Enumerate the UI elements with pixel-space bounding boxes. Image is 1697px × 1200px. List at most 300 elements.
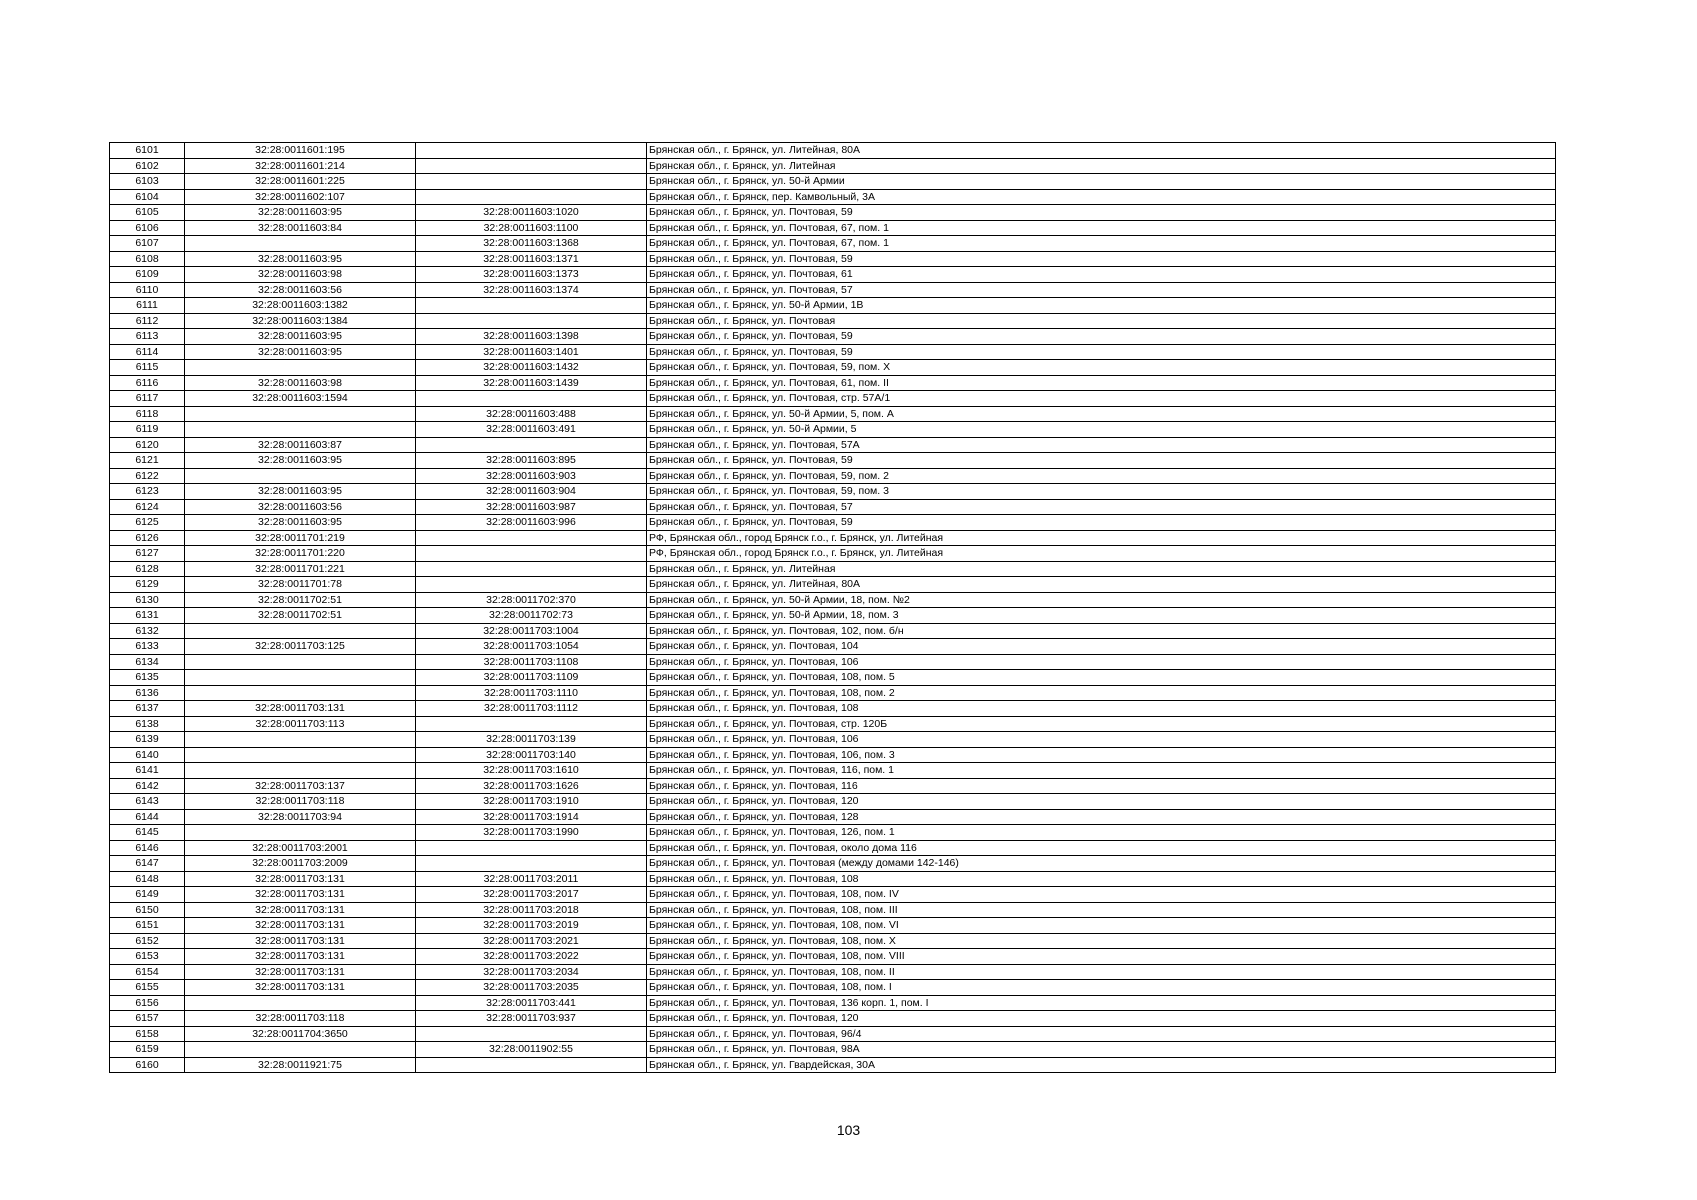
related-cadastral-number-cell: 32:28:0011603:1100 xyxy=(416,220,647,236)
row-number-cell: 6157 xyxy=(110,1011,185,1027)
related-cadastral-number-cell xyxy=(416,546,647,562)
address-cell: Брянская обл., г. Брянск, ул. Литейная xyxy=(647,561,1556,577)
address-cell: Брянская обл., г. Брянск, ул. Почтовая, 59 xyxy=(647,515,1556,531)
cadastral-number-cell: 32:28:0011603:56 xyxy=(185,499,416,515)
row-number-cell: 6149 xyxy=(110,887,185,903)
related-cadastral-number-cell xyxy=(416,143,647,159)
related-cadastral-number-cell xyxy=(416,437,647,453)
table-row xyxy=(110,205,1556,221)
cadastral-number-cell xyxy=(185,825,416,841)
related-cadastral-number-cell: 32:28:0011703:937 xyxy=(416,1011,647,1027)
address-cell: Брянская обл., г. Брянск, ул. Литейная, 80А xyxy=(647,143,1556,159)
row-number-cell: 6150 xyxy=(110,902,185,918)
table-row xyxy=(110,499,1556,515)
row-number-cell: 6133 xyxy=(110,639,185,655)
cadastral-number-cell: 32:28:0011702:51 xyxy=(185,608,416,624)
table-row xyxy=(110,406,1556,422)
address-cell: Брянская обл., г. Брянск, ул. Почтовая, 96/4 xyxy=(647,1026,1556,1042)
cadastral-number-cell: 32:28:0011603:95 xyxy=(185,344,416,360)
related-cadastral-number-cell xyxy=(416,716,647,732)
address-cell: Брянская обл., г. Брянск, ул. Почтовая, 108, пом. IV xyxy=(647,887,1556,903)
address-cell: Брянская обл., г. Брянск, ул. Почтовая, 108, пом. 5 xyxy=(647,670,1556,686)
table-row xyxy=(110,763,1556,779)
related-cadastral-number-cell: 32:28:0011703:1990 xyxy=(416,825,647,841)
table-row xyxy=(110,546,1556,562)
related-cadastral-number-cell xyxy=(416,561,647,577)
row-number-cell: 6154 xyxy=(110,964,185,980)
row-number-cell: 6124 xyxy=(110,499,185,515)
row-number-cell: 6138 xyxy=(110,716,185,732)
related-cadastral-number-cell xyxy=(416,174,647,190)
cadastral-number-cell: 32:28:0011703:131 xyxy=(185,918,416,934)
table-row xyxy=(110,360,1556,376)
row-number-cell: 6146 xyxy=(110,840,185,856)
related-cadastral-number-cell: 32:28:0011703:2022 xyxy=(416,949,647,965)
table-row xyxy=(110,1011,1556,1027)
table-row xyxy=(110,437,1556,453)
cadastral-number-cell xyxy=(185,732,416,748)
cadastral-number-cell xyxy=(185,763,416,779)
table-row xyxy=(110,220,1556,236)
table-row xyxy=(110,1042,1556,1058)
cadastral-number-cell xyxy=(185,995,416,1011)
address-cell: Брянская обл., г. Брянск, ул. 50-й Армии, 1В xyxy=(647,298,1556,314)
table-row xyxy=(110,902,1556,918)
row-number-cell: 6102 xyxy=(110,158,185,174)
cadastral-number-cell: 32:28:0011603:95 xyxy=(185,515,416,531)
cadastral-number-cell: 32:28:0011603:1384 xyxy=(185,313,416,329)
cadastral-number-cell: 32:28:0011603:56 xyxy=(185,282,416,298)
table-row xyxy=(110,716,1556,732)
address-cell: Брянская обл., г. Брянск, ул. Почтовая, 59, пом. Х xyxy=(647,360,1556,376)
address-cell: Брянская обл., г. Брянск, ул. Почтовая, 59 xyxy=(647,251,1556,267)
row-number-cell: 6117 xyxy=(110,391,185,407)
row-number-cell: 6147 xyxy=(110,856,185,872)
address-cell: Брянская обл., г. Брянск, ул. Почтовая, стр. 57А/1 xyxy=(647,391,1556,407)
table-row xyxy=(110,995,1556,1011)
related-cadastral-number-cell xyxy=(416,1026,647,1042)
row-number-cell: 6131 xyxy=(110,608,185,624)
related-cadastral-number-cell: 32:28:0011703:2017 xyxy=(416,887,647,903)
cadastral-number-cell: 32:28:0011703:125 xyxy=(185,639,416,655)
table-row xyxy=(110,794,1556,810)
cadastral-number-cell: 32:28:0011602:107 xyxy=(185,189,416,205)
row-number-cell: 6110 xyxy=(110,282,185,298)
cadastral-number-cell: 32:28:0011603:95 xyxy=(185,484,416,500)
table-row xyxy=(110,251,1556,267)
cadastral-number-cell: 32:28:0011703:131 xyxy=(185,887,416,903)
address-cell: Брянская обл., г. Брянск, ул. Почтовая, 136 корп. 1, пом. I xyxy=(647,995,1556,1011)
cadastral-number-cell xyxy=(185,468,416,484)
address-cell: Брянская обл., г. Брянск, ул. 50-й Армии, 5 xyxy=(647,422,1556,438)
row-number-cell: 6122 xyxy=(110,468,185,484)
table-row xyxy=(110,453,1556,469)
related-cadastral-number-cell: 32:28:0011703:2034 xyxy=(416,964,647,980)
address-cell: Брянская обл., г. Брянск, ул. Почтовая, стр. 120Б xyxy=(647,716,1556,732)
page-number: 103 xyxy=(836,1122,861,1138)
related-cadastral-number-cell: 32:28:0011703:2019 xyxy=(416,918,647,934)
related-cadastral-number-cell: 32:28:0011703:140 xyxy=(416,747,647,763)
address-cell: Брянская обл., г. Брянск, ул. Литейная, 80А xyxy=(647,577,1556,593)
row-number-cell: 6158 xyxy=(110,1026,185,1042)
related-cadastral-number-cell: 32:28:0011603:903 xyxy=(416,468,647,484)
table-row xyxy=(110,468,1556,484)
address-cell: Брянская обл., г. Брянск, ул. Почтовая, 106 xyxy=(647,732,1556,748)
cadastral-number-cell xyxy=(185,236,416,252)
row-number-cell: 6103 xyxy=(110,174,185,190)
row-number-cell: 6159 xyxy=(110,1042,185,1058)
cadastral-number-cell: 32:28:0011702:51 xyxy=(185,592,416,608)
table-row xyxy=(110,654,1556,670)
cadastral-number-cell: 32:28:0011701:78 xyxy=(185,577,416,593)
table-row xyxy=(110,282,1556,298)
address-cell: Брянская обл., г. Брянск, ул. Почтовая, 108, пом. III xyxy=(647,902,1556,918)
cadastral-number-cell: 32:28:0011703:137 xyxy=(185,778,416,794)
registry-table xyxy=(109,142,1556,1073)
address-cell: Брянская обл., г. Брянск, ул. Почтовая, 108, пом. 2 xyxy=(647,685,1556,701)
cadastral-number-cell: 32:28:0011603:98 xyxy=(185,375,416,391)
cadastral-number-cell: 32:28:0011703:131 xyxy=(185,964,416,980)
cadastral-number-cell xyxy=(185,1042,416,1058)
related-cadastral-number-cell xyxy=(416,840,647,856)
address-cell: Брянская обл., г. Брянск, ул. Почтовая, 59 xyxy=(647,344,1556,360)
related-cadastral-number-cell xyxy=(416,856,647,872)
row-number-cell: 6143 xyxy=(110,794,185,810)
table-row xyxy=(110,313,1556,329)
table-row xyxy=(110,701,1556,717)
row-number-cell: 6115 xyxy=(110,360,185,376)
address-cell: Брянская обл., г. Брянск, ул. Почтовая, 59 xyxy=(647,453,1556,469)
cadastral-number-cell: 32:28:0011603:1382 xyxy=(185,298,416,314)
related-cadastral-number-cell: 32:28:0011603:1439 xyxy=(416,375,647,391)
cadastral-number-cell: 32:28:0011603:95 xyxy=(185,251,416,267)
cadastral-number-cell: 32:28:0011603:95 xyxy=(185,453,416,469)
row-number-cell: 6135 xyxy=(110,670,185,686)
row-number-cell: 6126 xyxy=(110,530,185,546)
row-number-cell: 6116 xyxy=(110,375,185,391)
row-number-cell: 6153 xyxy=(110,949,185,965)
table-row xyxy=(110,964,1556,980)
cadastral-number-cell xyxy=(185,623,416,639)
related-cadastral-number-cell: 32:28:0011703:441 xyxy=(416,995,647,1011)
table-row xyxy=(110,747,1556,763)
related-cadastral-number-cell xyxy=(416,189,647,205)
cadastral-number-cell: 32:28:0011603:84 xyxy=(185,220,416,236)
address-cell: Брянская обл., г. Брянск, ул. Почтовая, 61, пом. II xyxy=(647,375,1556,391)
row-number-cell: 6132 xyxy=(110,623,185,639)
address-cell: Брянская обл., г. Брянск, ул. Почтовая, 59 xyxy=(647,329,1556,345)
related-cadastral-number-cell: 32:28:0011603:1371 xyxy=(416,251,647,267)
table-row xyxy=(110,391,1556,407)
cadastral-number-cell: 32:28:0011701:221 xyxy=(185,561,416,577)
row-number-cell: 6109 xyxy=(110,267,185,283)
row-number-cell: 6120 xyxy=(110,437,185,453)
row-number-cell: 6121 xyxy=(110,453,185,469)
row-number-cell: 6113 xyxy=(110,329,185,345)
cadastral-number-cell: 32:28:0011703:131 xyxy=(185,701,416,717)
row-number-cell: 6114 xyxy=(110,344,185,360)
row-number-cell: 6145 xyxy=(110,825,185,841)
address-cell: РФ, Брянская обл., город Брянск г.о., г. Брянск, ул. Литейная xyxy=(647,530,1556,546)
table-row xyxy=(110,871,1556,887)
address-cell: Брянская обл., г. Брянск, ул. Почтовая, 120 xyxy=(647,794,1556,810)
table-row xyxy=(110,143,1556,159)
address-cell: Брянская обл., г. Брянск, ул. Почтовая, 108, пом. VIII xyxy=(647,949,1556,965)
address-cell: Брянская обл., г. Брянск, ул. Почтовая, 120 xyxy=(647,1011,1556,1027)
table-row xyxy=(110,561,1556,577)
related-cadastral-number-cell: 32:28:0011703:1914 xyxy=(416,809,647,825)
related-cadastral-number-cell: 32:28:0011603:996 xyxy=(416,515,647,531)
address-cell: Брянская обл., г. Брянск, ул. Почтовая, 108, пом. VI xyxy=(647,918,1556,934)
address-cell: Брянская обл., г. Брянск, ул. Почтовая, 116, пом. 1 xyxy=(647,763,1556,779)
related-cadastral-number-cell: 32:28:0011703:1110 xyxy=(416,685,647,701)
address-cell: Брянская обл., г. Брянск, ул. Почтовая, 116 xyxy=(647,778,1556,794)
cadastral-number-cell: 32:28:0011701:219 xyxy=(185,530,416,546)
address-cell: Брянская обл., г. Брянск, ул. Почтовая, около дома 116 xyxy=(647,840,1556,856)
related-cadastral-number-cell: 32:28:0011703:2021 xyxy=(416,933,647,949)
related-cadastral-number-cell: 32:28:0011603:488 xyxy=(416,406,647,422)
related-cadastral-number-cell: 32:28:0011603:1401 xyxy=(416,344,647,360)
row-number-cell: 6140 xyxy=(110,747,185,763)
cadastral-number-cell: 32:28:0011601:225 xyxy=(185,174,416,190)
table-row xyxy=(110,530,1556,546)
related-cadastral-number-cell xyxy=(416,577,647,593)
address-cell: РФ, Брянская обл., город Брянск г.о., г. Брянск, ул. Литейная xyxy=(647,546,1556,562)
row-number-cell: 6101 xyxy=(110,143,185,159)
table-row xyxy=(110,189,1556,205)
related-cadastral-number-cell: 32:28:0011703:1626 xyxy=(416,778,647,794)
address-cell: Брянская обл., г. Брянск, ул. Почтовая, 61 xyxy=(647,267,1556,283)
cadastral-number-cell: 32:28:0011603:87 xyxy=(185,437,416,453)
table-row xyxy=(110,608,1556,624)
row-number-cell: 6144 xyxy=(110,809,185,825)
cadastral-number-cell: 32:28:0011703:131 xyxy=(185,949,416,965)
table-row xyxy=(110,329,1556,345)
related-cadastral-number-cell: 32:28:0011703:1004 xyxy=(416,623,647,639)
address-cell: Брянская обл., г. Брянск, ул. Гвардейская, 30А xyxy=(647,1057,1556,1073)
cadastral-number-cell: 32:28:0011703:131 xyxy=(185,902,416,918)
table-row xyxy=(110,809,1556,825)
cadastral-number-cell xyxy=(185,406,416,422)
cadastral-number-cell: 32:28:0011603:95 xyxy=(185,205,416,221)
registry-table-body xyxy=(110,143,1556,1073)
table-row xyxy=(110,515,1556,531)
cadastral-number-cell: 32:28:0011703:131 xyxy=(185,980,416,996)
related-cadastral-number-cell: 32:28:0011603:491 xyxy=(416,422,647,438)
table-row xyxy=(110,344,1556,360)
related-cadastral-number-cell xyxy=(416,298,647,314)
related-cadastral-number-cell xyxy=(416,1057,647,1073)
table-row xyxy=(110,623,1556,639)
related-cadastral-number-cell: 32:28:0011703:1910 xyxy=(416,794,647,810)
cadastral-number-cell xyxy=(185,685,416,701)
cadastral-number-cell xyxy=(185,654,416,670)
row-number-cell: 6118 xyxy=(110,406,185,422)
table-row xyxy=(110,298,1556,314)
table-row xyxy=(110,592,1556,608)
related-cadastral-number-cell: 32:28:0011703:1108 xyxy=(416,654,647,670)
table-row xyxy=(110,980,1556,996)
row-number-cell: 6119 xyxy=(110,422,185,438)
table-row xyxy=(110,732,1556,748)
related-cadastral-number-cell: 32:28:0011702:370 xyxy=(416,592,647,608)
table-row xyxy=(110,825,1556,841)
table-row xyxy=(110,422,1556,438)
table-row xyxy=(110,375,1556,391)
cadastral-number-cell: 32:28:0011703:113 xyxy=(185,716,416,732)
address-cell: Брянская обл., г. Брянск, пер. Камвольный, 3А xyxy=(647,189,1556,205)
table-row xyxy=(110,1026,1556,1042)
row-number-cell: 6127 xyxy=(110,546,185,562)
row-number-cell: 6125 xyxy=(110,515,185,531)
cadastral-number-cell xyxy=(185,422,416,438)
related-cadastral-number-cell: 32:28:0011703:1109 xyxy=(416,670,647,686)
cadastral-number-cell: 32:28:0011703:94 xyxy=(185,809,416,825)
address-cell: Брянская обл., г. Брянск, ул. Почтовая, 59, пом. 3 xyxy=(647,484,1556,500)
address-cell: Брянская обл., г. Брянск, ул. Почтовая, 108 xyxy=(647,701,1556,717)
address-cell: Брянская обл., г. Брянск, ул. Почтовая, 59 xyxy=(647,205,1556,221)
related-cadastral-number-cell: 32:28:0011603:1368 xyxy=(416,236,647,252)
row-number-cell: 6155 xyxy=(110,980,185,996)
cadastral-number-cell: 32:28:0011921:75 xyxy=(185,1057,416,1073)
row-number-cell: 6136 xyxy=(110,685,185,701)
registry-sheet xyxy=(109,142,1555,1073)
cadastral-number-cell xyxy=(185,747,416,763)
row-number-cell: 6139 xyxy=(110,732,185,748)
related-cadastral-number-cell: 32:28:0011603:1020 xyxy=(416,205,647,221)
table-row xyxy=(110,685,1556,701)
row-number-cell: 6123 xyxy=(110,484,185,500)
table-row xyxy=(110,778,1556,794)
related-cadastral-number-cell: 32:28:0011603:1374 xyxy=(416,282,647,298)
related-cadastral-number-cell: 32:28:0011703:2018 xyxy=(416,902,647,918)
address-cell: Брянская обл., г. Брянск, ул. Почтовая, 57А xyxy=(647,437,1556,453)
cadastral-number-cell: 32:28:0011601:214 xyxy=(185,158,416,174)
related-cadastral-number-cell: 32:28:0011603:904 xyxy=(416,484,647,500)
table-row xyxy=(110,887,1556,903)
table-row xyxy=(110,856,1556,872)
cadastral-number-cell: 32:28:0011703:131 xyxy=(185,933,416,949)
table-row xyxy=(110,1057,1556,1073)
table-row xyxy=(110,639,1556,655)
address-cell: Брянская обл., г. Брянск, ул. 50-й Армии, 5, пом. А xyxy=(647,406,1556,422)
table-row xyxy=(110,933,1556,949)
related-cadastral-number-cell: 32:28:0011703:2011 xyxy=(416,871,647,887)
address-cell: Брянская обл., г. Брянск, ул. Почтовая, 108, пом. II xyxy=(647,964,1556,980)
cadastral-number-cell: 32:28:0011601:195 xyxy=(185,143,416,159)
related-cadastral-number-cell: 32:28:0011902:55 xyxy=(416,1042,647,1058)
row-number-cell: 6128 xyxy=(110,561,185,577)
related-cadastral-number-cell: 32:28:0011603:895 xyxy=(416,453,647,469)
row-number-cell: 6134 xyxy=(110,654,185,670)
related-cadastral-number-cell xyxy=(416,158,647,174)
cadastral-number-cell: 32:28:0011704:3650 xyxy=(185,1026,416,1042)
cadastral-number-cell: 32:28:0011703:2009 xyxy=(185,856,416,872)
table-row xyxy=(110,158,1556,174)
row-number-cell: 6106 xyxy=(110,220,185,236)
address-cell: Брянская обл., г. Брянск, ул. Литейная xyxy=(647,158,1556,174)
row-number-cell: 6104 xyxy=(110,189,185,205)
related-cadastral-number-cell: 32:28:0011603:1398 xyxy=(416,329,647,345)
address-cell: Брянская обл., г. Брянск, ул. Почтовая, 108, пом. I xyxy=(647,980,1556,996)
row-number-cell: 6105 xyxy=(110,205,185,221)
related-cadastral-number-cell: 32:28:0011703:139 xyxy=(416,732,647,748)
row-number-cell: 6129 xyxy=(110,577,185,593)
row-number-cell: 6107 xyxy=(110,236,185,252)
related-cadastral-number-cell: 32:28:0011603:987 xyxy=(416,499,647,515)
table-row xyxy=(110,236,1556,252)
address-cell: Брянская обл., г. Брянск, ул. Почтовая, 57 xyxy=(647,499,1556,515)
cadastral-number-cell xyxy=(185,670,416,686)
address-cell: Брянская обл., г. Брянск, ул. Почтовая, 67, пом. 1 xyxy=(647,220,1556,236)
cadastral-number-cell: 32:28:0011703:118 xyxy=(185,1011,416,1027)
related-cadastral-number-cell: 32:28:0011703:1610 xyxy=(416,763,647,779)
address-cell: Брянская обл., г. Брянск, ул. Почтовая, 67, пом. 1 xyxy=(647,236,1556,252)
row-number-cell: 6142 xyxy=(110,778,185,794)
cadastral-number-cell: 32:28:0011703:118 xyxy=(185,794,416,810)
related-cadastral-number-cell xyxy=(416,313,647,329)
related-cadastral-number-cell: 32:28:0011703:1054 xyxy=(416,639,647,655)
cadastral-number-cell: 32:28:0011703:2001 xyxy=(185,840,416,856)
address-cell: Брянская обл., г. Брянск, ул. 50-й Армии, 18, пом. №2 xyxy=(647,592,1556,608)
row-number-cell: 6152 xyxy=(110,933,185,949)
address-cell: Брянская обл., г. Брянск, ул. 50-й Армии xyxy=(647,174,1556,190)
table-row xyxy=(110,918,1556,934)
row-number-cell: 6151 xyxy=(110,918,185,934)
address-cell: Брянская обл., г. Брянск, ул. Почтовая (между домами 142-146) xyxy=(647,856,1556,872)
cadastral-number-cell: 32:28:0011603:1594 xyxy=(185,391,416,407)
address-cell: Брянская обл., г. Брянск, ул. Почтовая, 108 xyxy=(647,871,1556,887)
row-number-cell: 6108 xyxy=(110,251,185,267)
table-row xyxy=(110,577,1556,593)
related-cadastral-number-cell: 32:28:0011603:1373 xyxy=(416,267,647,283)
table-row xyxy=(110,670,1556,686)
row-number-cell: 6141 xyxy=(110,763,185,779)
address-cell: Брянская обл., г. Брянск, ул. Почтовая, 102, пом. б/н xyxy=(647,623,1556,639)
row-number-cell: 6156 xyxy=(110,995,185,1011)
cadastral-number-cell: 32:28:0011703:131 xyxy=(185,871,416,887)
related-cadastral-number-cell xyxy=(416,530,647,546)
table-row xyxy=(110,949,1556,965)
address-cell: Брянская обл., г. Брянск, ул. Почтовая, 108, пом. X xyxy=(647,933,1556,949)
address-cell: Брянская обл., г. Брянск, ул. Почтовая, 98А xyxy=(647,1042,1556,1058)
address-cell: Брянская обл., г. Брянск, ул. Почтовая, 104 xyxy=(647,639,1556,655)
address-cell: Брянская обл., г. Брянск, ул. Почтовая, 126, пом. 1 xyxy=(647,825,1556,841)
row-number-cell: 6112 xyxy=(110,313,185,329)
row-number-cell: 6111 xyxy=(110,298,185,314)
related-cadastral-number-cell: 32:28:0011702:73 xyxy=(416,608,647,624)
row-number-cell: 6137 xyxy=(110,701,185,717)
table-row xyxy=(110,267,1556,283)
cadastral-number-cell xyxy=(185,360,416,376)
address-cell: Брянская обл., г. Брянск, ул. Почтовая, 106, пом. 3 xyxy=(647,747,1556,763)
table-row xyxy=(110,840,1556,856)
address-cell: Брянская обл., г. Брянск, ул. Почтовая xyxy=(647,313,1556,329)
related-cadastral-number-cell: 32:28:0011603:1432 xyxy=(416,360,647,376)
address-cell: Брянская обл., г. Брянск, ул. 50-й Армии, 18, пом. 3 xyxy=(647,608,1556,624)
related-cadastral-number-cell: 32:28:0011703:1112 xyxy=(416,701,647,717)
address-cell: Брянская обл., г. Брянск, ул. Почтовая, 128 xyxy=(647,809,1556,825)
related-cadastral-number-cell xyxy=(416,391,647,407)
cadastral-number-cell: 32:28:0011603:95 xyxy=(185,329,416,345)
row-number-cell: 6148 xyxy=(110,871,185,887)
table-row xyxy=(110,174,1556,190)
cadastral-number-cell: 32:28:0011701:220 xyxy=(185,546,416,562)
address-cell: Брянская обл., г. Брянск, ул. Почтовая, 59, пом. 2 xyxy=(647,468,1556,484)
cadastral-number-cell: 32:28:0011603:98 xyxy=(185,267,416,283)
address-cell: Брянская обл., г. Брянск, ул. Почтовая, 57 xyxy=(647,282,1556,298)
row-number-cell: 6160 xyxy=(110,1057,185,1073)
